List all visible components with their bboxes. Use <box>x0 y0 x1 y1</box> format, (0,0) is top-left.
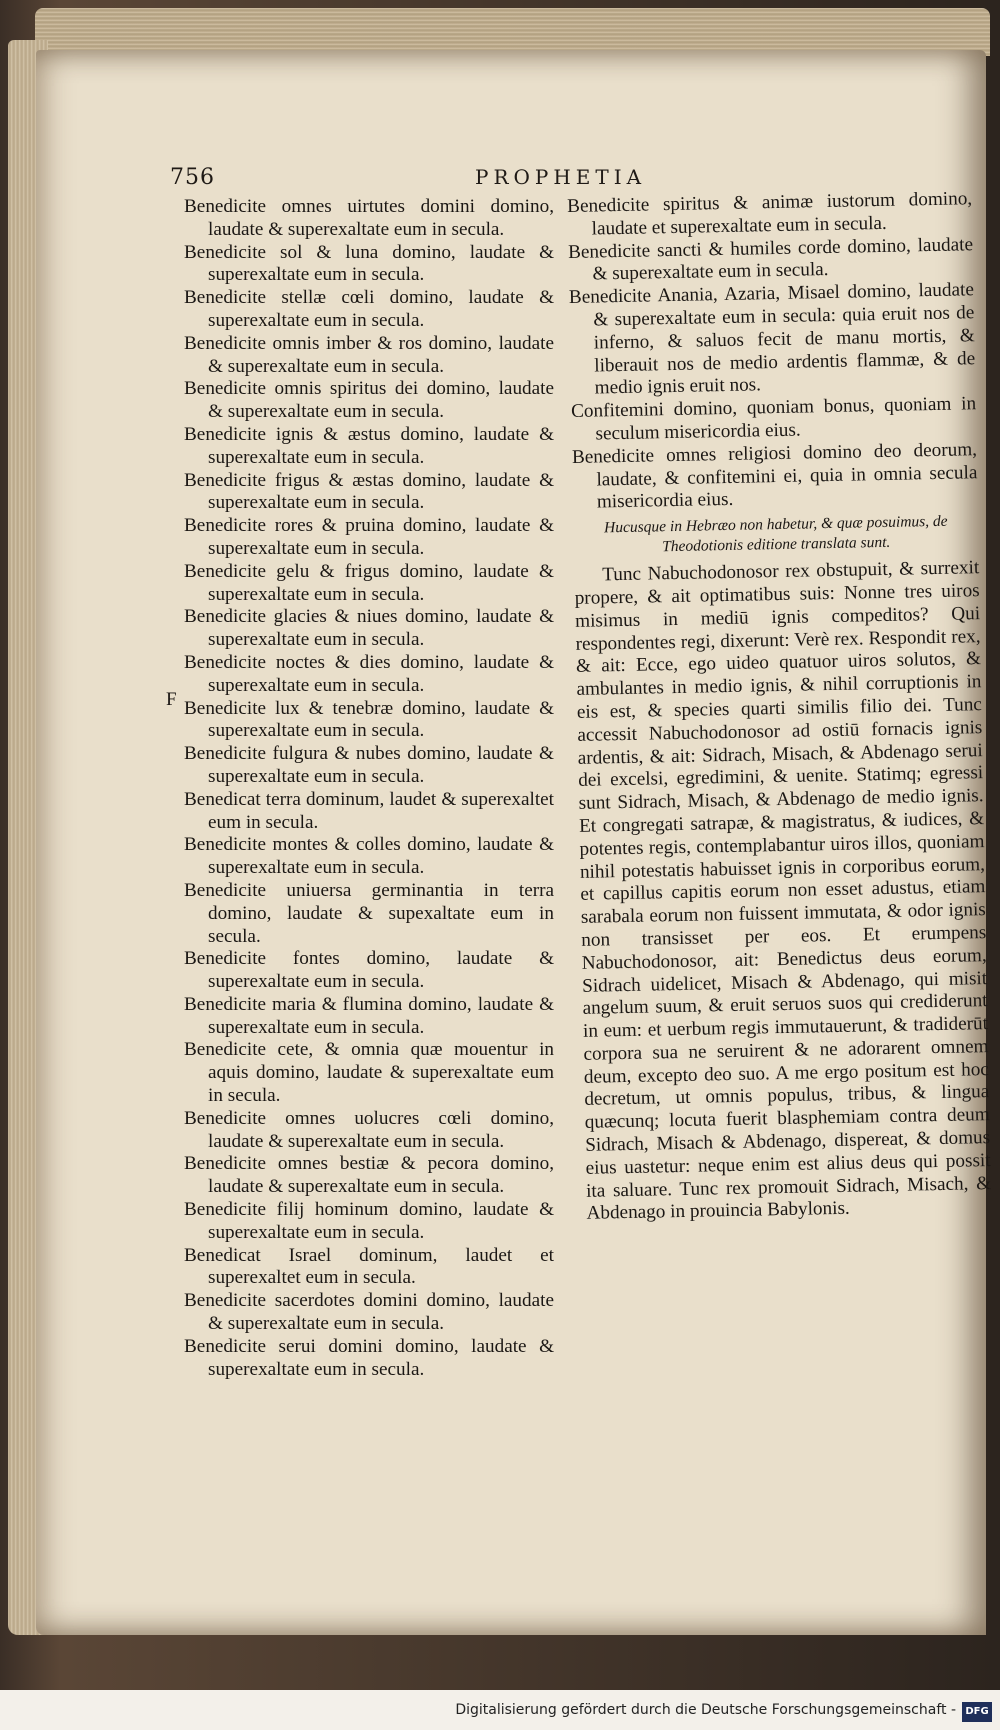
verse: Benedicite omnis imber & ros domino, laudate & superexaltate eum in secula. <box>184 332 554 377</box>
editorial-note: Hucusque in Hebræo non habetur, & quæ posuimus, de Theodotionis editione translata sunt. <box>603 512 948 556</box>
verse: Benedicite sancti & humiles corde domino, laudate & superexaltate eum in secula. <box>567 233 974 285</box>
verse: Benedicite Anania, Azaria, Misael domino, laudate & superexaltate eum in secula: quia eruit nos de inferno, & saluos fecit de manu mortis, & liberauit nos de medio ardentis flammæ, & de medio ignis eruit nos. <box>568 279 976 399</box>
verse: Benedicite sacerdotes domini domino, laudate & superexaltate eum in secula. <box>184 1290 554 1335</box>
verse: Benedicite glacies & niues domino, laudate & superexaltate eum in secula. <box>184 606 554 651</box>
verse: Benedicite lux & tenebræ domino, laudate & superexaltate eum in secula. <box>184 697 554 742</box>
verse: Benedicite ignis & æstus domino, laudate & superexaltate eum in secula. <box>184 423 554 468</box>
verse: Benedicite omnes religiosi domino deo deorum, laudate, & confitemini ei, quia in omnia secula misericordia eius. <box>571 438 978 513</box>
verse: Benedicite montes & colles domino, laudate & superexaltate eum in secula. <box>184 834 554 879</box>
verse: Benedicite gelu & frigus domino, laudate & superexaltate eum in secula. <box>184 560 554 605</box>
page-header <box>170 165 940 193</box>
right-column <box>567 188 992 1226</box>
verse: Benedicite omnes uolucres cœli domino, laudate & superexaltate eum in secula. <box>184 1107 554 1152</box>
verse: Confitemini domino, quoniam bonus, quoniam in seculum misericordia eius. <box>570 393 977 445</box>
verse: Benedicite omnes bestiæ & pecora domino, laudate & superexaltate eum in secula. <box>184 1153 554 1198</box>
verse: Benedicat terra dominum, laudet & superexaltet eum in secula. <box>184 788 554 833</box>
verse: Benedicite filij hominum domino, laudate & superexaltate eum in secula. <box>184 1199 554 1243</box>
narrative-paragraph: Tunc Nabuchodonosor rex obstupuit, & surrexit propere, & ait optimatibus suis: Nonne tres uiros misimus in mediū ignis compeditos? Qui respondentes regi, dixerunt: Verè rex. Respondit rex, & ait: Ecce, ego uideo quatuor uiros solutos, & ambulantes in medio ignis, & nihil corruptionis in eis est, & species quarti similis filio dei. Tunc accessit Nabuchodonosor ad ostiū fornacis ignis ardentis, & ait: Sidrach, Misach, & Abdenago serui dei excelsi, egredimini, & uenite. Statimq; egressi sunt Sidrach, Misach, & Abdenago de medio ignis. Et congregati satrapæ, & magistratus, & iudices, & potentes regis, contemplabantur uiros illos, quoniam nihil potestatis habuisset ignis in corporibus eorum, et capillus capitis eorum non esset adustus, etiam sarabala eorum non fuissent immutata, & odor ignis non transisset per eos. Et erumpens Nabuchodonosor, ait: Benedictus deus eorum, Sidrach uidelicet, Misach & Abdenago, qui misit angelum suum, & eruit seruos suos qui crediderunt in eum: et uerbum regis immutauerunt, & tradiderūt corpora sua ne seruirent & ne adorarent omnem deum, excepto deo suo. A me ergo positum est hoc decretum, ut omnis populus, tribus, & lingua quæcunq; locuta fuerit blasphemiam contra deum Sidrach, Misach & Abdenago, dispereat, & domus eius uastetur: neque enim est alius deus qui possit ita saluare. Tunc rex promouit Sidrach, Misach, & Abdenago in prouincia Babylonis. <box>574 557 992 1225</box>
verse: Benedicite fontes domino, laudate & superexaltate eum in secula. <box>184 948 554 993</box>
verse: Benedicite frigus & æstas domino, laudate & superexaltate eum in secula. <box>184 469 554 514</box>
page-number: 756 <box>170 165 215 190</box>
book-top-edge <box>35 8 990 56</box>
verse: Benedicite sol & luna domino, laudate & superexaltate eum in secula. <box>184 241 554 286</box>
verse: Benedicite maria & flumina domino, laudate & superexaltate eum in secula. <box>184 993 554 1038</box>
verse: Benedicite stellæ cœli domino, laudate & superexaltate eum in secula. <box>184 287 554 331</box>
footer-bar <box>0 1690 1000 1730</box>
verse: Benedicite uniuersa germinantia in terra domino, laudate & supexaltate eum in secula. <box>184 879 554 947</box>
verse: Benedicite noctes & dies domino, laudate & superexaltate eum in secula. <box>184 651 554 696</box>
verse: Benedicite fulgura & nubes domino, laudate & superexaltate eum in secula. <box>184 743 554 787</box>
verse: Benedicat Israel dominum, laudet et superexaltet eum in secula. <box>184 1244 554 1289</box>
verse: Benedicite serui domini domino, laudate & superexaltate eum in secula. <box>184 1335 554 1380</box>
left-column <box>184 196 554 1381</box>
verse: Benedicite cete, & omnia quæ mouentur in aquis domino, laudate & superexaltate eum in secula. <box>184 1039 554 1107</box>
verse: Benedicite spiritus & animæ iustorum domino, laudate et superexaltate eum in secula. <box>567 188 973 240</box>
dfg-logo-icon: DFG <box>962 1702 992 1722</box>
funding-credit: Digitalisierung gefördert durch die Deutsche Forschungsgemeinschaft - <box>455 1702 956 1718</box>
verse: Benedicite rores & pruina domino, laudate & superexaltate eum in secula. <box>184 515 554 559</box>
running-title: PROPHETIA <box>475 165 647 189</box>
verse: Benedicite omnes uirtutes domini domino, laudate & superexaltate eum in secula. <box>184 196 554 240</box>
marginal-letter: F <box>166 689 177 710</box>
verse: Benedicite omnis spiritus dei domino, laudate & superexaltate eum in secula. <box>184 378 554 423</box>
